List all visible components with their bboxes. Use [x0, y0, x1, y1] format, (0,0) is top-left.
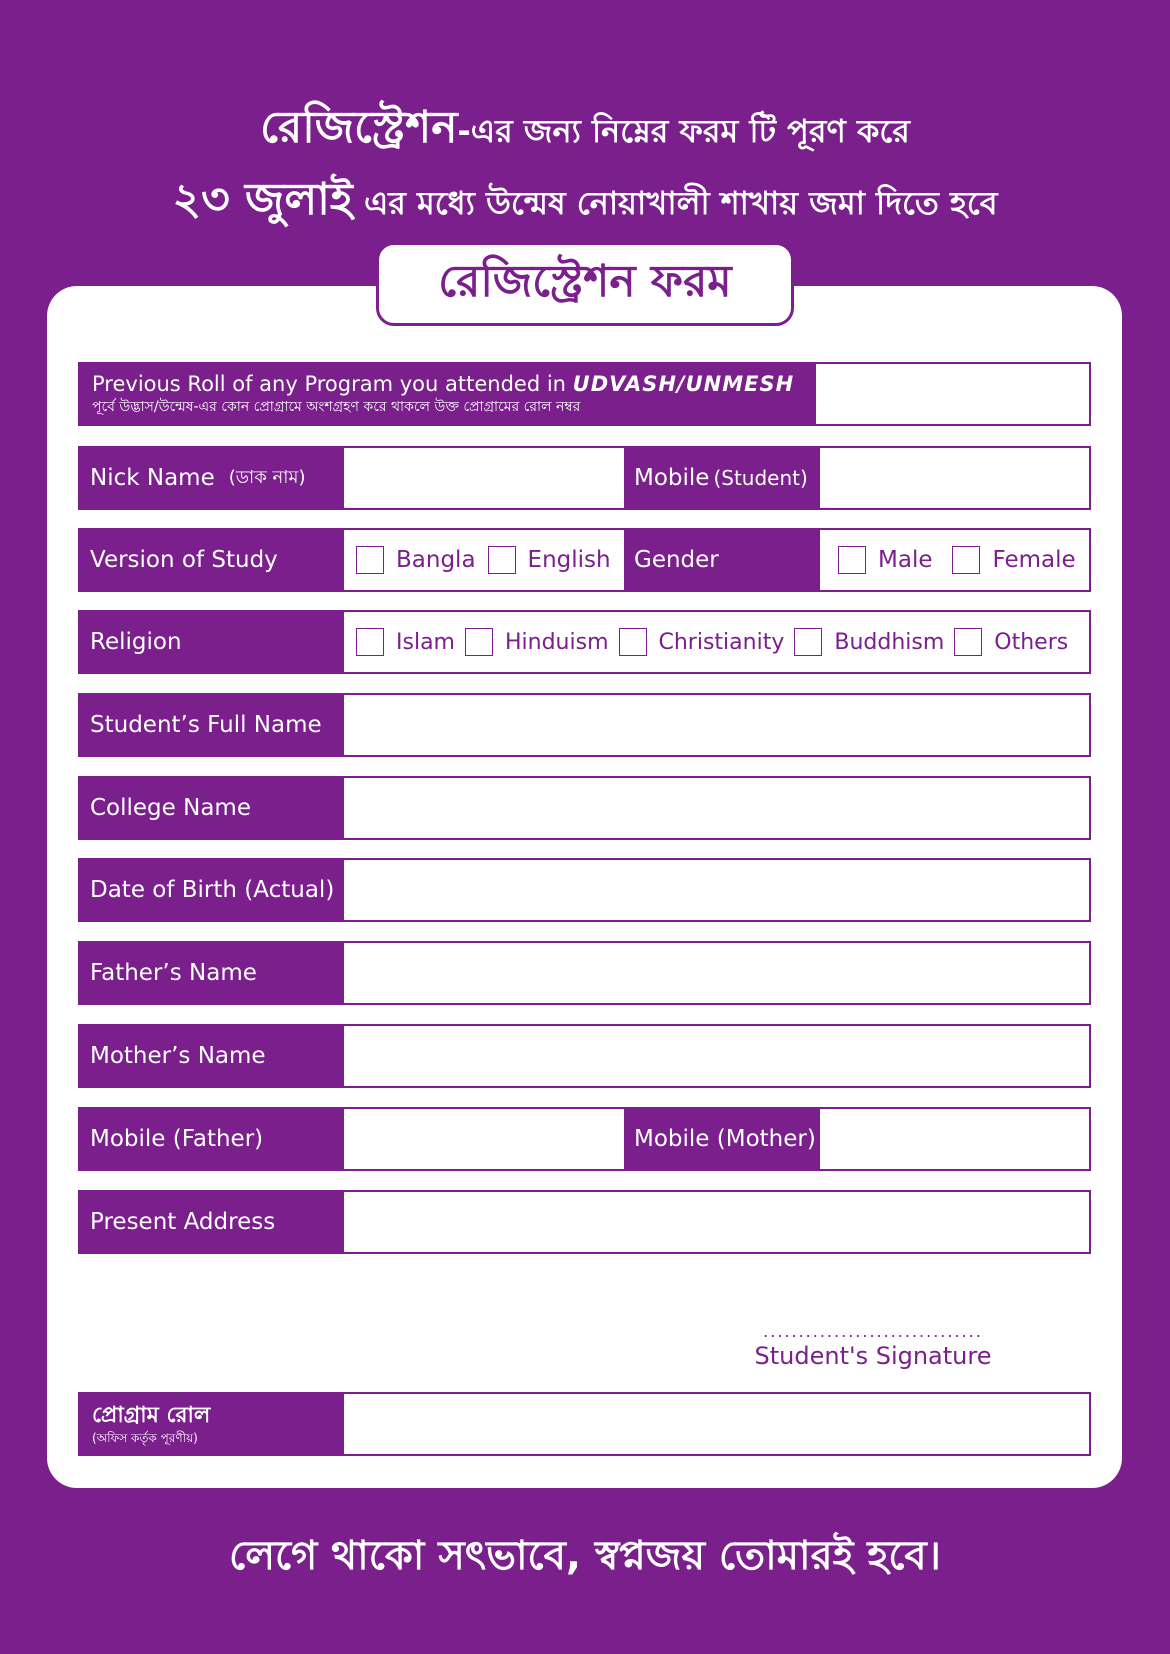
program-roll-row — [78, 1392, 1091, 1456]
present-address-row — [78, 1190, 1091, 1254]
previous-roll-label — [80, 364, 816, 424]
option-others-label: Others — [994, 629, 1069, 655]
version-options — [356, 530, 623, 590]
option-hinduism-label: Hinduism — [504, 629, 609, 655]
checkbox-english[interactable] — [488, 546, 516, 574]
nick-name-row — [78, 446, 1091, 510]
college-name-row — [78, 776, 1091, 840]
option-english-label: English — [527, 547, 611, 573]
nick-name-label-text: Nick Name — [90, 465, 215, 491]
option-christianity-label: Christianity — [658, 629, 785, 655]
mobile-student-label-text: Mobile — [634, 465, 710, 491]
program-roll-label — [80, 1394, 344, 1454]
full-name-input[interactable] — [344, 695, 1089, 755]
mobile-student-label — [624, 448, 820, 508]
checkbox-female[interactable] — [952, 546, 980, 574]
heading-deadline-date: ২৩ জুলাই — [172, 174, 353, 225]
program-roll-input[interactable] — [344, 1394, 1089, 1454]
mobile-mother-label: Mobile (Mother) — [624, 1109, 820, 1169]
present-address-input[interactable] — [344, 1192, 1089, 1252]
nick-name-label — [80, 448, 344, 508]
gender-options — [838, 530, 1088, 590]
option-female-label: Female — [992, 547, 1076, 573]
mobile-student-label-sub: (Student) — [713, 466, 808, 490]
program-roll-note: (অফিস কর্তৃক পূরণীয়) — [92, 1431, 198, 1445]
college-name-input[interactable] — [344, 778, 1089, 838]
mother-name-label: Mother’s Name — [80, 1026, 344, 1086]
form-title: রেজিস্ট্রেশন ফরম — [376, 242, 794, 326]
date-of-birth-input[interactable] — [344, 860, 1089, 920]
version-of-study-label: Version of Study — [80, 530, 344, 590]
nick-name-label-bn: (ডাক নাম) — [228, 466, 306, 488]
previous-roll-row — [78, 362, 1091, 426]
brand-name: UDVASH/UNMESH — [572, 372, 795, 396]
heading-line-2-rest: এর মধ্যে উন্মেষ নোয়াখালী শাখায় জমা দিতে হবে — [352, 184, 998, 222]
mobile-father-label: Mobile (Father) — [80, 1109, 344, 1169]
date-of-birth-row — [78, 858, 1091, 922]
full-name-row — [78, 693, 1091, 757]
option-islam[interactable] — [356, 628, 455, 656]
checkbox-hinduism[interactable] — [465, 628, 493, 656]
mobile-mother-input[interactable] — [820, 1109, 1089, 1169]
option-buddhism[interactable] — [794, 628, 944, 656]
mobile-student-input[interactable] — [820, 448, 1089, 508]
option-buddhism-label: Buddhism — [834, 629, 945, 655]
previous-roll-label-en: Previous Roll of any Program you attended in — [92, 372, 573, 396]
option-male[interactable] — [838, 546, 932, 574]
checkbox-others[interactable] — [954, 628, 982, 656]
previous-roll-input[interactable] — [816, 364, 1089, 424]
signature-line: ............................... — [763, 1322, 983, 1341]
option-others[interactable] — [954, 628, 1068, 656]
checkbox-islam[interactable] — [356, 628, 384, 656]
mother-name-row — [78, 1024, 1091, 1088]
checkbox-christianity[interactable] — [619, 628, 647, 656]
option-bangla-label: Bangla — [396, 547, 476, 573]
present-address-label: Present Address — [80, 1192, 344, 1252]
option-hinduism[interactable] — [465, 628, 609, 656]
father-name-input[interactable] — [344, 943, 1089, 1003]
option-female[interactable] — [952, 546, 1075, 574]
heading-line-1-rest: -এর জন্য নিম্নের ফরম টি পূরণ করে — [457, 112, 910, 150]
gender-label: Gender — [624, 530, 820, 590]
religion-label: Religion — [80, 612, 344, 672]
checkbox-male[interactable] — [838, 546, 866, 574]
option-christianity[interactable] — [619, 628, 785, 656]
footer-slogan: লেগে থাকো সৎভাবে, স্বপ্নজয় তোমারই হবে। — [229, 1533, 941, 1579]
option-bangla[interactable] — [356, 546, 476, 574]
version-gender-row — [78, 528, 1091, 592]
checkbox-bangla[interactable] — [356, 546, 384, 574]
religion-row — [78, 610, 1091, 674]
previous-roll-label-bn: পূর্বে উদ্ভাস/উন্মেষ-এর কোন প্রোগ্রামে অংশগ্রহণ করে থাকলে উক্ত প্রোগ্রামের রোল নম্বর — [92, 399, 581, 415]
mother-name-input[interactable] — [344, 1026, 1089, 1086]
religion-options — [356, 612, 1068, 672]
heading-line-2 — [0, 166, 1170, 239]
heading-line-1 — [0, 94, 1170, 167]
option-english[interactable] — [488, 546, 611, 574]
checkbox-buddhism[interactable] — [794, 628, 822, 656]
program-roll-label-text: প্রোগ্রাম রোল — [92, 1403, 211, 1428]
date-of-birth-label: Date of Birth (Actual) — [80, 860, 344, 920]
father-name-label: Father’s Name — [80, 943, 344, 1003]
heading-registration: রেজিস্ট্রেশন — [260, 102, 458, 153]
full-name-label: Student’s Full Name — [80, 695, 344, 755]
parent-mobile-row — [78, 1107, 1091, 1171]
college-name-label: College Name — [80, 778, 344, 838]
mobile-father-input[interactable] — [344, 1109, 624, 1169]
nick-name-input[interactable] — [344, 448, 624, 508]
option-male-label: Male — [878, 547, 933, 573]
option-islam-label: Islam — [396, 629, 455, 655]
father-name-row — [78, 941, 1091, 1005]
signature-label: Student's Signature — [754, 1342, 992, 1370]
